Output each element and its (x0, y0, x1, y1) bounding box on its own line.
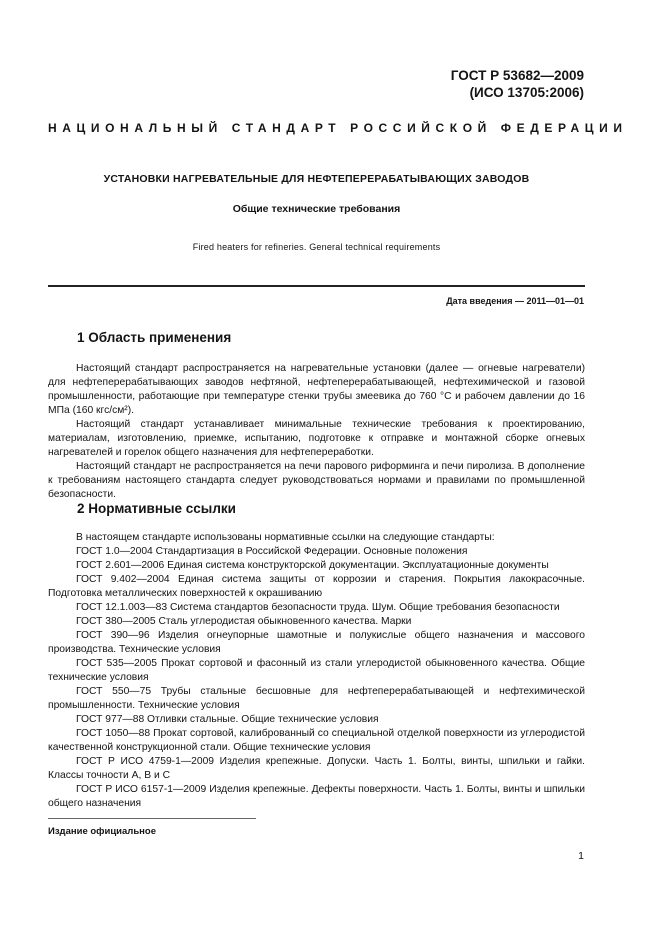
references-intro: В настоящем стандарте использованы нормативные ссылки на следующие стандарты: (76, 532, 495, 543)
reference-item: ГОСТ 1050—88 Прокат сортовой, калиброванный со специальной отделкой поверхности из углеродистой качественной конструкционной стали. Общие технические условия (48, 728, 585, 753)
standard-designation (451, 67, 584, 101)
reference-item: ГОСТ Р ИСО 6157-1—2009 Изделия крепежные. Дефекты поверхности. Часть 1. Болты, винты и шпильки общего назначения (48, 784, 585, 809)
document-title: УСТАНОВКИ НАГРЕВАТЕЛЬНЫЕ ДЛЯ НЕФТЕПЕРЕРАБАТЫВАЮЩИХ ЗАВОДОВ (103, 173, 530, 185)
reference-item: ГОСТ 390—96 Изделия огнеупорные шамотные и полукислые общего назначения и массового производства. Технические условия (48, 630, 585, 655)
effective-date: Дата введения — 2011—01—01 (446, 296, 584, 306)
national-standard-banner: НАЦИОНАЛЬНЫЙ СТАНДАРТ РОССИЙСКОЙ ФЕДЕРАЦИИ (48, 121, 628, 135)
reference-item: ГОСТ 9.402—2004 Единая система защиты от коррозии и старения. Покрытия лакокрасочные. Подготовка металлических поверхностей к окрашиванию (48, 574, 585, 599)
english-title: Fired heaters for refineries. General technical requirements (192, 242, 441, 252)
document-subtitle: Общие технические требования (232, 203, 401, 215)
section-1-body (48, 362, 585, 502)
footer-divider (48, 818, 256, 819)
reference-item: ГОСТ 1.0—2004 Стандартизация в Российской Федерации. Основные положения (76, 546, 468, 557)
section-1-heading: 1 Область применения (77, 330, 232, 345)
page-number: 1 (578, 850, 584, 862)
reference-item: ГОСТ 977—88 Отливки стальные. Общие технические условия (76, 714, 379, 725)
paragraph: Настоящий стандарт не распространяется на печи парового риформинга и печи пиролиза. В дополнение к требованиям настоящего стандарта следует руководствоваться нормами и правилами по промышленной безопасности. (48, 461, 585, 500)
reference-item: ГОСТ 2.601—2006 Единая система конструкторской документации. Эксплуатационные документы (76, 560, 549, 571)
reference-item: ГОСТ Р ИСО 4759-1—2009 Изделия крепежные. Допуски. Часть 1. Болты, винты, шпильки и гайки. Классы точности A, B и C (48, 756, 585, 781)
iso-code: (ИСО 13705:2006) (469, 85, 584, 100)
section-2-heading: 2 Нормативные ссылки (77, 501, 236, 516)
paragraph: Настоящий стандарт устанавливает минимальные технические требования к проектированию, материалам, изготовлению, приемке, испытанию, подготовке к отправке и монтажной сборке огневых нагревателей и горелок общего назначения для нефтепереработки. (48, 419, 585, 458)
reference-item: ГОСТ 380—2005 Сталь углеродистая обыкновенного качества. Марки (76, 616, 412, 627)
reference-item: ГОСТ 535—2005 Прокат сортовой и фасонный из стали углеродистой обыкновенного качества. Общие технические условия (48, 658, 585, 683)
reference-item: ГОСТ 12.1.003—83 Система стандартов безопасности труда. Шум. Общие требования безопасности (76, 602, 560, 613)
paragraph: Настоящий стандарт распространяется на нагревательные установки (далее — огневые нагреватели) для нефтеперерабатывающих заводов нефтяной, нефтеперерабатывающей, нефтехимической и газовой промышленности, работающие при температуре стенки трубы змеевика до 760 °С и рабочем давлении до 16 МПа (160 кгс/см²). (48, 363, 585, 416)
title-divider (48, 285, 585, 287)
reference-item: ГОСТ 550—75 Трубы стальные бесшовные для нефтеперерабатывающей и нефтехимической промышленности. Технические условия (48, 686, 585, 711)
section-2-body (48, 531, 585, 811)
official-edition-label: Издание официальное (48, 826, 156, 837)
standard-code: ГОСТ Р 53682—2009 (450, 68, 584, 83)
